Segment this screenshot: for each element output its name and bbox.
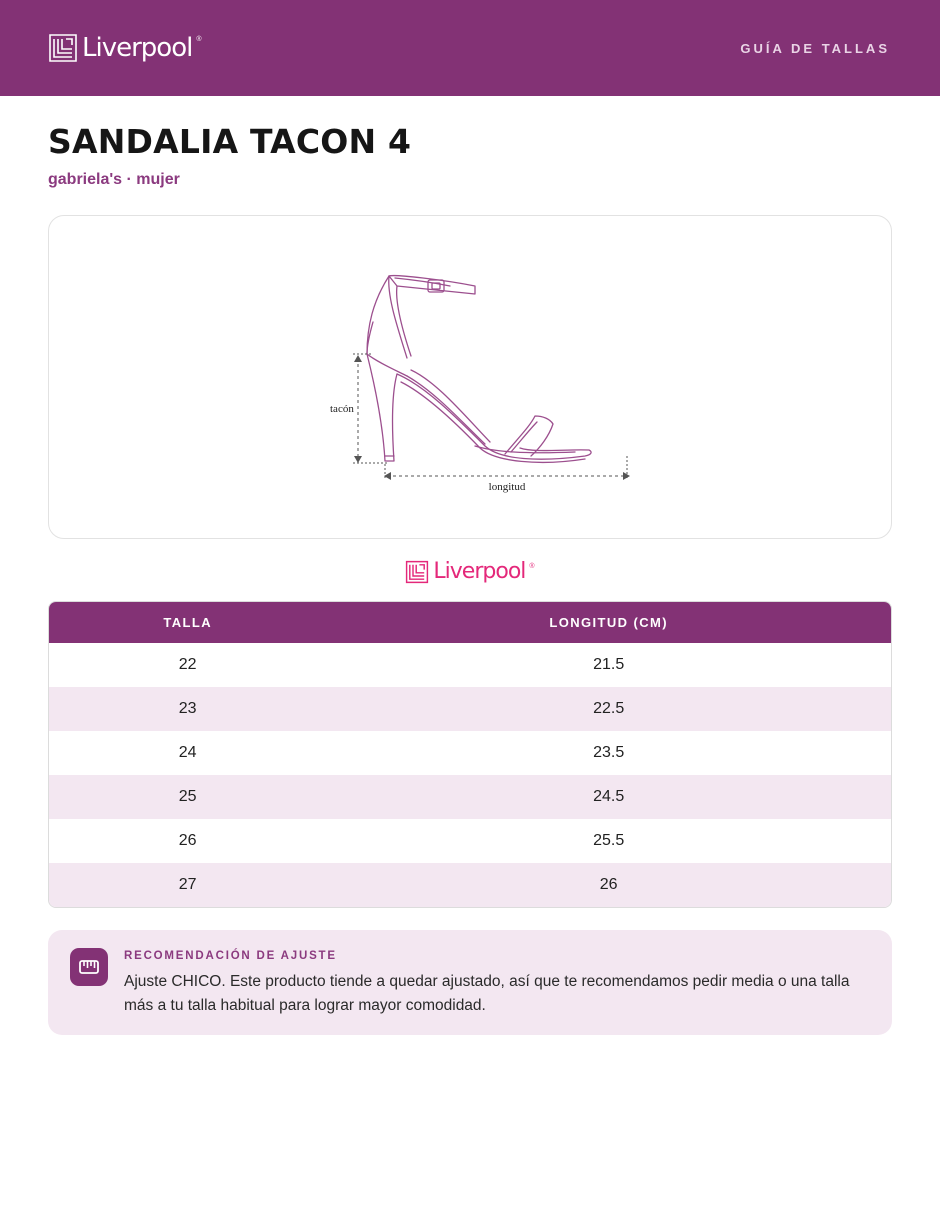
size-cell: 27 [178, 876, 197, 893]
size-guide-heading: GUÍA DE TALLAS [740, 40, 890, 56]
liverpool-logo-mark-icon [48, 33, 78, 63]
table-row [49, 819, 891, 863]
heel-label: tacón [330, 403, 354, 415]
top-header [0, 0, 940, 96]
table-row [49, 863, 891, 907]
length-cell: 25.5 [593, 832, 625, 849]
product-subtitle: gabriela's · mujer [48, 171, 180, 188]
fit-recommendation [48, 930, 892, 1035]
sandal-outline-icon [367, 276, 591, 463]
size-cell: 25 [178, 788, 197, 805]
length-cell: 24.5 [593, 788, 625, 805]
length-label: longitud [488, 481, 526, 493]
length-cell: 23.5 [593, 744, 625, 761]
length-cell: 26 [599, 876, 618, 893]
length-cell: 22.5 [593, 700, 625, 717]
column-header-size: TALLA [163, 615, 212, 630]
size-table [48, 601, 892, 908]
table-row [49, 643, 891, 687]
liverpool-logo-mark-icon [405, 560, 429, 584]
size-cell: 26 [178, 832, 197, 849]
recommendation-label: RECOMENDACIÓN DE AJUSTE [124, 950, 337, 962]
sandal-diagram [325, 266, 635, 496]
heel-measure-arrow-icon [353, 354, 387, 463]
table-row [49, 731, 891, 775]
table-header [49, 602, 891, 643]
shoe-diagram-card [48, 215, 892, 539]
table-body [49, 643, 891, 907]
brand-mid [0, 560, 940, 584]
column-header-length: LONGITUD (CM) [549, 615, 668, 630]
recommendation-text: Ajuste CHICO. Este producto tiende a quedar ajustado, así que te recomendamos pedir media o una talla más a tu talla habitual para lograr mayor comodidad. [124, 973, 850, 1014]
table-row [49, 687, 891, 731]
size-cell: 24 [178, 744, 197, 761]
length-cell: 21.5 [593, 656, 625, 673]
registered-mark: ® [529, 563, 535, 570]
table-row [49, 775, 891, 819]
brand-name: Liverpool [82, 33, 193, 63]
ruler-icon [70, 948, 108, 986]
registered-mark: ® [196, 36, 202, 43]
product-title: SANDALIA TACON 4 [48, 122, 412, 161]
liverpool-logo-pink [405, 560, 534, 584]
brand-name: Liverpool [433, 559, 526, 584]
size-cell: 22 [178, 656, 197, 673]
liverpool-logo[interactable] [48, 33, 202, 63]
size-cell: 23 [178, 700, 197, 717]
